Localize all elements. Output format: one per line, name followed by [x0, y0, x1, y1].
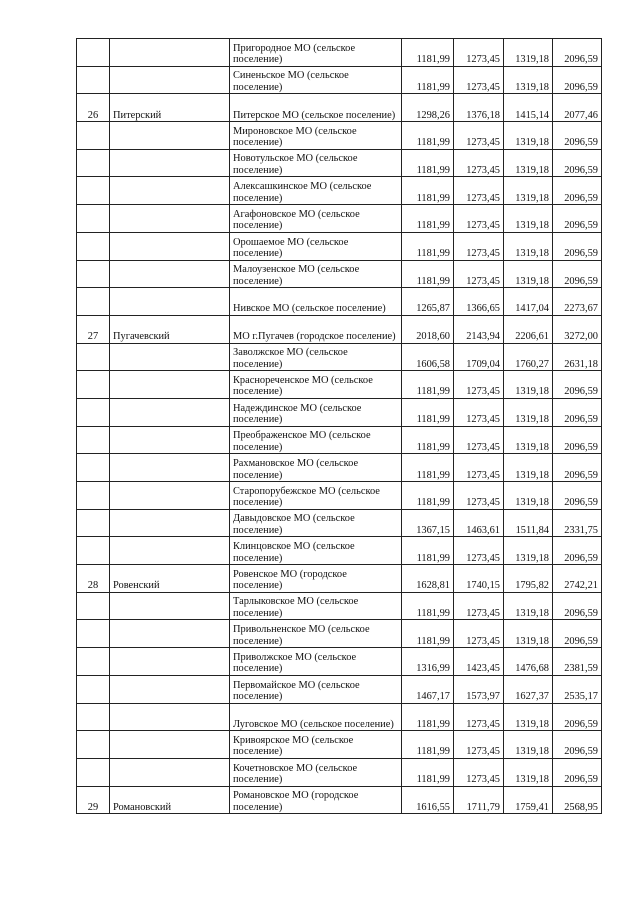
value-col-4: 2631,18 — [553, 343, 602, 371]
table-row — [77, 620, 602, 648]
table-row — [77, 260, 602, 288]
district-name: Ровенский — [110, 565, 230, 593]
value-col-3: 1319,18 — [504, 592, 553, 620]
row-number — [77, 426, 110, 454]
value-col-1: 1181,99 — [402, 177, 454, 205]
value-col-2: 1273,45 — [454, 177, 504, 205]
row-number — [77, 39, 110, 67]
value-col-1: 1181,99 — [402, 149, 454, 177]
value-col-4: 2381,59 — [553, 648, 602, 676]
value-col-1: 1181,99 — [402, 703, 454, 731]
table-row — [77, 232, 602, 260]
value-col-1: 1181,99 — [402, 371, 454, 399]
row-number — [77, 371, 110, 399]
value-col-2: 1273,45 — [454, 703, 504, 731]
value-col-4: 2096,59 — [553, 149, 602, 177]
table-row — [77, 509, 602, 537]
municipality-name: Малоузенское МО (сельское поселение) — [230, 260, 402, 288]
row-number — [77, 648, 110, 676]
value-col-2: 1273,45 — [454, 260, 504, 288]
table-row — [77, 343, 602, 371]
table-row — [77, 537, 602, 565]
value-col-2: 1366,65 — [454, 288, 504, 316]
value-col-1: 1628,81 — [402, 565, 454, 593]
value-col-2: 1376,18 — [454, 94, 504, 122]
municipality-name: Пригородное МО (сельское поселение) — [230, 39, 402, 67]
value-col-1: 1316,99 — [402, 648, 454, 676]
table-row — [77, 565, 602, 593]
value-col-3: 1319,18 — [504, 758, 553, 786]
table-row — [77, 592, 602, 620]
value-col-1: 1181,99 — [402, 426, 454, 454]
municipality-name: Первомайское МО (сельское поселение) — [230, 675, 402, 703]
tariff-table — [76, 38, 602, 814]
municipality-name: Приволжское МО (сельское поселение) — [230, 648, 402, 676]
municipality-name: Мироновское МО (сельское поселение) — [230, 122, 402, 150]
value-col-2: 2143,94 — [454, 315, 504, 343]
row-number — [77, 122, 110, 150]
district-name: Романовский — [110, 786, 230, 814]
value-col-2: 1709,04 — [454, 343, 504, 371]
district-name — [110, 592, 230, 620]
value-col-2: 1423,45 — [454, 648, 504, 676]
municipality-name: Синеньское МО (сельское поселение) — [230, 66, 402, 94]
table-row — [77, 371, 602, 399]
value-col-2: 1273,45 — [454, 39, 504, 67]
row-number — [77, 592, 110, 620]
value-col-2: 1273,45 — [454, 205, 504, 233]
municipality-name: Ровенское МО (городское поселение) — [230, 565, 402, 593]
value-col-3: 2206,61 — [504, 315, 553, 343]
district-name — [110, 232, 230, 260]
value-col-3: 1795,82 — [504, 565, 553, 593]
value-col-3: 1319,18 — [504, 122, 553, 150]
value-col-3: 1319,18 — [504, 66, 553, 94]
value-col-3: 1319,18 — [504, 537, 553, 565]
row-number — [77, 343, 110, 371]
table-row — [77, 675, 602, 703]
district-name — [110, 454, 230, 482]
value-col-1: 2018,60 — [402, 315, 454, 343]
value-col-2: 1740,15 — [454, 565, 504, 593]
value-col-2: 1273,45 — [454, 149, 504, 177]
value-col-3: 1319,18 — [504, 731, 553, 759]
value-col-1: 1181,99 — [402, 122, 454, 150]
value-col-2: 1273,45 — [454, 66, 504, 94]
value-col-4: 2096,59 — [553, 66, 602, 94]
row-number: 28 — [77, 565, 110, 593]
table-body — [77, 39, 602, 814]
value-col-4: 2096,59 — [553, 537, 602, 565]
value-col-2: 1273,45 — [454, 232, 504, 260]
table-row — [77, 758, 602, 786]
table-row — [77, 94, 602, 122]
row-number — [77, 703, 110, 731]
value-col-4: 2096,59 — [553, 371, 602, 399]
value-col-4: 2331,75 — [553, 509, 602, 537]
municipality-name: Орошаемое МО (сельское поселение) — [230, 232, 402, 260]
row-number — [77, 731, 110, 759]
value-col-3: 1319,18 — [504, 177, 553, 205]
row-number — [77, 454, 110, 482]
value-col-2: 1273,45 — [454, 758, 504, 786]
value-col-1: 1181,99 — [402, 592, 454, 620]
table-row — [77, 426, 602, 454]
value-col-2: 1273,45 — [454, 620, 504, 648]
value-col-2: 1463,61 — [454, 509, 504, 537]
row-number — [77, 149, 110, 177]
value-col-3: 1511,84 — [504, 509, 553, 537]
value-col-1: 1181,99 — [402, 454, 454, 482]
table-row — [77, 482, 602, 510]
value-col-1: 1181,99 — [402, 758, 454, 786]
municipality-name: МО г.Пугачев (городское поселение) — [230, 315, 402, 343]
value-col-3: 1319,18 — [504, 205, 553, 233]
table-row — [77, 703, 602, 731]
value-col-4: 2077,46 — [553, 94, 602, 122]
value-col-3: 1319,18 — [504, 39, 553, 67]
value-col-4: 2096,59 — [553, 703, 602, 731]
value-col-2: 1573,97 — [454, 675, 504, 703]
municipality-name: Кривоярское МО (сельское поселение) — [230, 731, 402, 759]
table-row — [77, 786, 602, 814]
value-col-1: 1181,99 — [402, 398, 454, 426]
value-col-3: 1319,18 — [504, 371, 553, 399]
municipality-name: Питерское МО (сельское поселение) — [230, 94, 402, 122]
value-col-1: 1606,58 — [402, 343, 454, 371]
district-name — [110, 39, 230, 67]
row-number — [77, 758, 110, 786]
municipality-name: Краснореченское МО (сельское поселение) — [230, 371, 402, 399]
value-col-4: 2096,59 — [553, 205, 602, 233]
value-col-2: 1273,45 — [454, 371, 504, 399]
value-col-4: 3272,00 — [553, 315, 602, 343]
value-col-4: 2096,59 — [553, 122, 602, 150]
value-col-3: 1319,18 — [504, 426, 553, 454]
table-row — [77, 288, 602, 316]
district-name — [110, 398, 230, 426]
municipality-name: Надеждинское МО (сельское поселение) — [230, 398, 402, 426]
district-name — [110, 758, 230, 786]
district-name — [110, 648, 230, 676]
value-col-4: 2096,59 — [553, 398, 602, 426]
district-name — [110, 509, 230, 537]
row-number — [77, 205, 110, 233]
value-col-4: 2096,59 — [553, 620, 602, 648]
table-row — [77, 39, 602, 67]
value-col-3: 1319,18 — [504, 703, 553, 731]
value-col-2: 1273,45 — [454, 537, 504, 565]
row-number — [77, 537, 110, 565]
value-col-2: 1273,45 — [454, 482, 504, 510]
table-row — [77, 315, 602, 343]
district-name — [110, 426, 230, 454]
row-number — [77, 482, 110, 510]
value-col-4: 2273,67 — [553, 288, 602, 316]
municipality-name: Романовское МО (городское поселение) — [230, 786, 402, 814]
municipality-name: Старопорубежское МО (сельское поселение) — [230, 482, 402, 510]
district-name — [110, 66, 230, 94]
value-col-4: 2096,59 — [553, 39, 602, 67]
value-col-1: 1616,55 — [402, 786, 454, 814]
value-col-3: 1319,18 — [504, 482, 553, 510]
municipality-name: Луговское МО (сельское поселение) — [230, 703, 402, 731]
value-col-2: 1273,45 — [454, 122, 504, 150]
district-name — [110, 703, 230, 731]
row-number — [77, 260, 110, 288]
district-name — [110, 260, 230, 288]
district-name — [110, 205, 230, 233]
value-col-1: 1181,99 — [402, 39, 454, 67]
row-number: 29 — [77, 786, 110, 814]
district-name — [110, 177, 230, 205]
table-row — [77, 454, 602, 482]
municipality-name: Новотульское МО (сельское поселение) — [230, 149, 402, 177]
value-col-4: 2096,59 — [553, 232, 602, 260]
district-name: Питерский — [110, 94, 230, 122]
row-number — [77, 232, 110, 260]
district-name — [110, 343, 230, 371]
value-col-4: 2096,59 — [553, 426, 602, 454]
district-name — [110, 537, 230, 565]
value-col-1: 1298,26 — [402, 94, 454, 122]
row-number: 27 — [77, 315, 110, 343]
value-col-1: 1467,17 — [402, 675, 454, 703]
value-col-1: 1181,99 — [402, 205, 454, 233]
row-number — [77, 66, 110, 94]
value-col-1: 1181,99 — [402, 620, 454, 648]
row-number — [77, 398, 110, 426]
value-col-3: 1415,14 — [504, 94, 553, 122]
value-col-3: 1319,18 — [504, 620, 553, 648]
row-number — [77, 509, 110, 537]
municipality-name: Алексашкинское МО (сельское поселение) — [230, 177, 402, 205]
row-number — [77, 620, 110, 648]
row-number — [77, 675, 110, 703]
value-col-2: 1711,79 — [454, 786, 504, 814]
municipality-name: Клинцовское МО (сельское поселение) — [230, 537, 402, 565]
value-col-2: 1273,45 — [454, 398, 504, 426]
district-name — [110, 122, 230, 150]
municipality-name: Кочетновское МО (сельское поселение) — [230, 758, 402, 786]
row-number: 26 — [77, 94, 110, 122]
value-col-4: 2096,59 — [553, 758, 602, 786]
value-col-4: 2096,59 — [553, 482, 602, 510]
value-col-1: 1265,87 — [402, 288, 454, 316]
value-col-2: 1273,45 — [454, 731, 504, 759]
value-col-1: 1181,99 — [402, 731, 454, 759]
municipality-name: Агафоновское МО (сельское поселение) — [230, 205, 402, 233]
value-col-1: 1181,99 — [402, 66, 454, 94]
value-col-4: 2096,59 — [553, 177, 602, 205]
table-row — [77, 648, 602, 676]
table-row — [77, 205, 602, 233]
value-col-3: 1760,27 — [504, 343, 553, 371]
district-name — [110, 731, 230, 759]
value-col-1: 1181,99 — [402, 232, 454, 260]
district-name — [110, 620, 230, 648]
table-row — [77, 66, 602, 94]
value-col-3: 1759,41 — [504, 786, 553, 814]
value-col-1: 1181,99 — [402, 260, 454, 288]
value-col-3: 1417,04 — [504, 288, 553, 316]
value-col-4: 2096,59 — [553, 454, 602, 482]
municipality-name: Заволжское МО (сельское поселение) — [230, 343, 402, 371]
value-col-1: 1181,99 — [402, 482, 454, 510]
row-number — [77, 288, 110, 316]
value-col-2: 1273,45 — [454, 454, 504, 482]
table-row — [77, 149, 602, 177]
district-name: Пугачевский — [110, 315, 230, 343]
value-col-2: 1273,45 — [454, 592, 504, 620]
table-row — [77, 398, 602, 426]
municipality-name: Тарлыковское МО (сельское поселение) — [230, 592, 402, 620]
value-col-4: 2535,17 — [553, 675, 602, 703]
district-name — [110, 675, 230, 703]
district-name — [110, 482, 230, 510]
district-name — [110, 149, 230, 177]
municipality-name: Привольненское МО (сельское поселение) — [230, 620, 402, 648]
value-col-3: 1319,18 — [504, 398, 553, 426]
value-col-3: 1627,37 — [504, 675, 553, 703]
value-col-4: 2096,59 — [553, 731, 602, 759]
municipality-name: Нивское МО (сельское поселение) — [230, 288, 402, 316]
row-number — [77, 177, 110, 205]
value-col-3: 1319,18 — [504, 149, 553, 177]
value-col-3: 1319,18 — [504, 232, 553, 260]
value-col-2: 1273,45 — [454, 426, 504, 454]
value-col-4: 2742,21 — [553, 565, 602, 593]
value-col-1: 1367,15 — [402, 509, 454, 537]
value-col-4: 2096,59 — [553, 592, 602, 620]
municipality-name: Давыдовское МО (сельское поселение) — [230, 509, 402, 537]
district-name — [110, 288, 230, 316]
municipality-name: Рахмановское МО (сельское поселение) — [230, 454, 402, 482]
table-row — [77, 122, 602, 150]
value-col-4: 2096,59 — [553, 260, 602, 288]
value-col-4: 2568,95 — [553, 786, 602, 814]
district-name — [110, 371, 230, 399]
table-row — [77, 731, 602, 759]
value-col-3: 1319,18 — [504, 454, 553, 482]
value-col-3: 1319,18 — [504, 260, 553, 288]
table-row — [77, 177, 602, 205]
municipality-name: Преображенское МО (сельское поселение) — [230, 426, 402, 454]
value-col-3: 1476,68 — [504, 648, 553, 676]
value-col-1: 1181,99 — [402, 537, 454, 565]
